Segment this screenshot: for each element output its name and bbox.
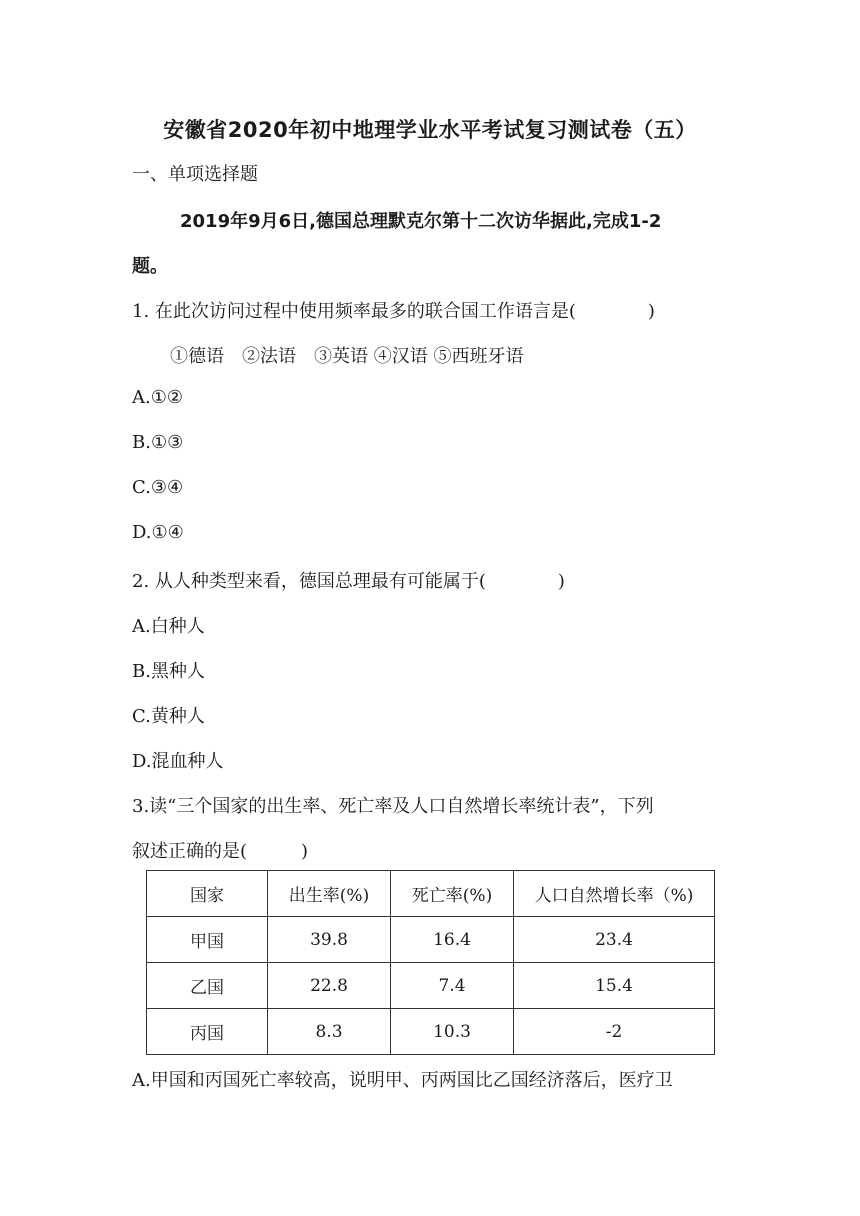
table-cell: 22.8 [268, 963, 391, 1009]
question-3-option-a: A.甲国和丙国死亡率较高，说明甲、丙两国比乙国经济落后，医疗卫 [132, 1070, 673, 1091]
intro-line-2: 题。 [132, 256, 168, 277]
question-2-option-a: A.白种人 [132, 616, 205, 637]
table-cell: 16.4 [391, 917, 514, 963]
question-1-option-a: A.①② [132, 387, 183, 408]
page-title: 安徽省2020年初中地理学业水平考试复习测试卷（五） [163, 118, 697, 142]
question-3-stem-line-2: 叙述正确的是( ) [132, 841, 309, 862]
table-row [147, 917, 715, 963]
table-row [147, 963, 715, 1009]
question-2-option-c: C.黄种人 [132, 706, 205, 727]
question-3-stem-line-1: 3.读“三个国家的出生率、死亡率及人口自然增长率统计表”，下列 [132, 796, 654, 817]
question-1-option-d: D.①④ [132, 522, 184, 543]
table-cell: 39.8 [268, 917, 391, 963]
question-2-option-b: B.黑种人 [132, 661, 205, 682]
intro-line-1: 2019年9月6日,德国总理默克尔第十二次访华据此,完成1-2 [180, 211, 662, 232]
table-header-row [147, 871, 715, 917]
question-2-stem: 2. 从人种类型来看，德国总理最有可能属于( ) [132, 571, 565, 592]
table-row [147, 1009, 715, 1055]
table-cell: 23.4 [514, 917, 715, 963]
table-cell: 15.4 [514, 963, 715, 1009]
table-cell: 7.4 [391, 963, 514, 1009]
population-stats-table [146, 870, 715, 1055]
question-1-option-b: B.①③ [132, 432, 184, 453]
question-1-stem: 1. 在此次访问过程中使用频率最多的联合国工作语言是( ) [132, 301, 655, 322]
table-cell: 10.3 [391, 1009, 514, 1055]
header-birth-rate: 出生率(%) [268, 871, 391, 917]
question-2-option-d: D.混血种人 [132, 751, 224, 772]
table-cell: 8.3 [268, 1009, 391, 1055]
section-heading: 一、单项选择题 [132, 164, 258, 185]
table-cell: 乙国 [147, 963, 268, 1009]
table-cell: 甲国 [147, 917, 268, 963]
header-death-rate: 死亡率(%) [391, 871, 514, 917]
question-1-option-c: C.③④ [132, 477, 184, 498]
question-1-items: ①德语 ②法语 ③英语 ④汉语 ⑤西班牙语 [170, 346, 524, 367]
header-natural-growth-rate: 人口自然增长率（%) [514, 871, 715, 917]
table-cell: -2 [514, 1009, 715, 1055]
header-country: 国家 [147, 871, 268, 917]
table-cell: 丙国 [147, 1009, 268, 1055]
